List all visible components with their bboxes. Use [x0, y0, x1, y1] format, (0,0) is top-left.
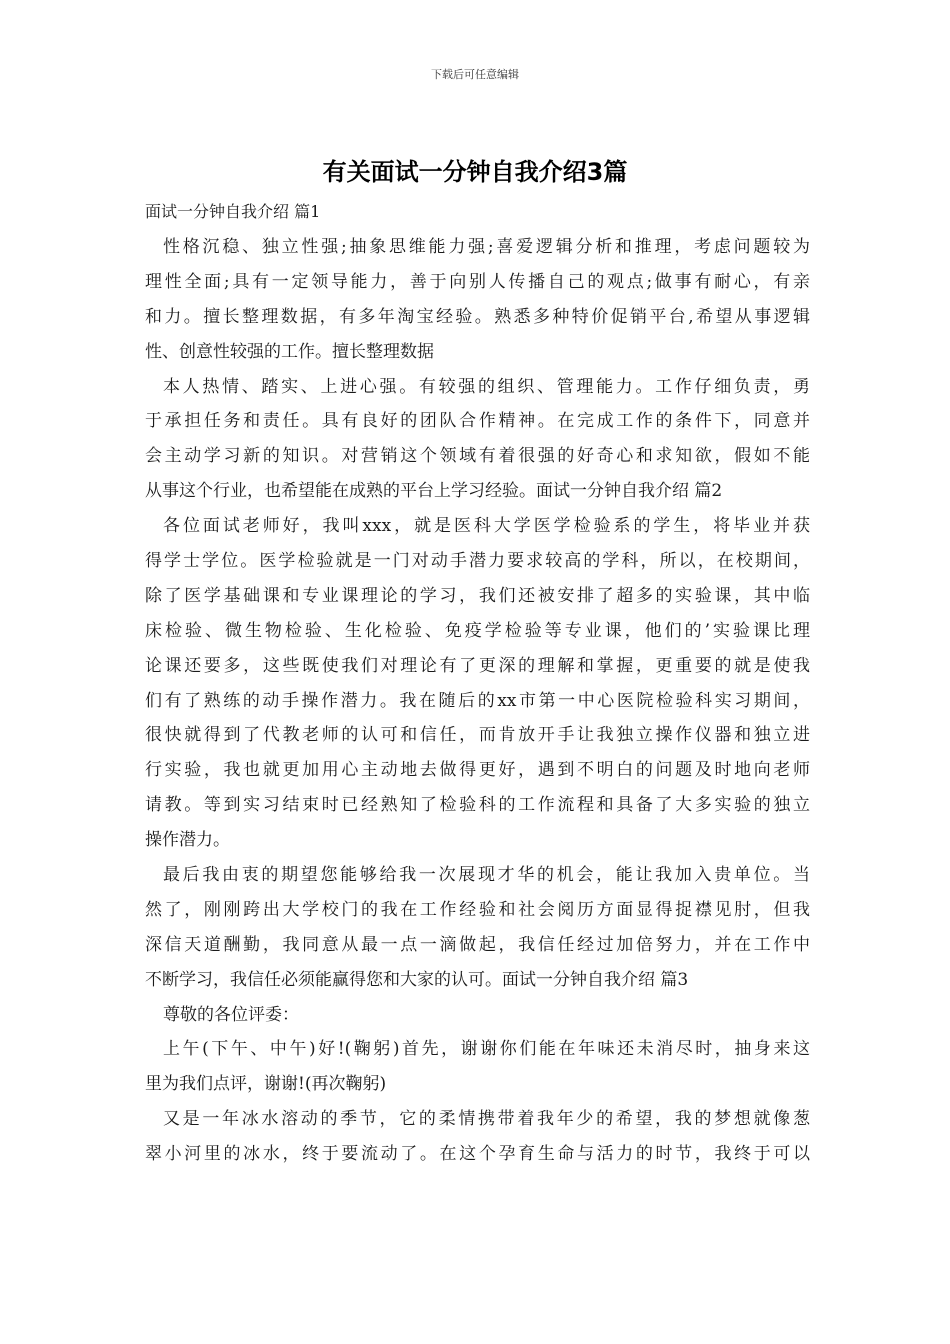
text-line: 各位面试老师好，我叫xxx，就是医科大学医学检验系的学生，将毕业并获	[163, 516, 810, 537]
text-line: 会主动学习新的知识。对营销这个领域有着很强的好奇心和求知欲，假如不能	[145, 446, 810, 467]
text-line: 从事这个行业，也希望能在成熟的平台上学习经验。面试一分钟自我介绍 篇2	[145, 481, 723, 502]
text-line: 性格沉稳、独立性强;抽象思维能力强;喜爱逻辑分析和推理，考虑问题较为	[163, 237, 810, 257]
text-line: 又是一年冰水溶动的季节，它的柔情携带着我年少的希望，我的梦想就像葱	[163, 1109, 810, 1130]
text-line: 本人热情、踏实、上进心强。有较强的组织、管理能力。工作仔细负责，勇	[163, 376, 810, 397]
text-line: 然了，刚刚跨出大学校门的我在工作经验和社会阅历方面显得捉襟见肘，但我	[145, 899, 810, 920]
text-line: 于承担任务和责任。具有良好的团队合作精神。在完成工作的条件下，同意并	[145, 411, 810, 432]
section-heading: 面试一分钟自我介绍 篇1	[145, 202, 321, 221]
document-body	[145, 230, 810, 1172]
text-line: 床检验、微生物检验、生化检验、免疫学检验等专业课，他们的’实验课比理	[145, 620, 810, 641]
text-line: 最后我由衷的期望您能够给我一次展现才华的机会，能让我加入贵单位。当	[163, 865, 810, 886]
text-line: 请教。等到实习结束时已经熟知了检验科的工作流程和具备了大多实验的独立	[145, 795, 810, 816]
text-line: 深信天道酬勤，我同意从最一点一滴做起，我信任经过加倍努力，并在工作中	[145, 934, 810, 955]
text-line: 上午(下午、中午)好!(鞠躬)首先，谢谢你们能在年味还未消尽时，抽身来这	[163, 1039, 811, 1060]
text-line: 理性全面;具有一定领导能力，善于向别人传播自己的观点;做事有耐心，有亲	[145, 271, 810, 292]
text-line: 论课还要多，这些既使我们对理论有了更深的理解和掌握，更重要的就是使我	[145, 655, 810, 676]
text-line: 里为我们点评，谢谢!(再次鞠躬)	[145, 1074, 387, 1095]
text-line: 得学士学位。医学检验就是一门对动手潜力要求较高的学科，所以，在校期间，	[145, 551, 810, 572]
header-note: 下载后可任意编辑	[431, 68, 519, 81]
text-line: 行实验，我也就更加用心主动地去做得更好，遇到不明白的问题及时地向老师	[145, 760, 810, 781]
text-line: 们有了熟练的动手操作潜力。我在随后的xx市第一中心医院检验科实习期间，	[145, 690, 810, 711]
text-line: 和力。擅长整理数据，有多年淘宝经验。熟悉多种特价促销平台,希望从事逻辑	[145, 306, 810, 327]
text-line: 很快就得到了代教老师的认可和信任，而肯放开手让我独立操作仪器和独立进	[145, 725, 810, 746]
text-line: 尊敬的各位评委：	[163, 1004, 299, 1025]
text-line: 性、创意性较强的工作。擅长整理数据	[145, 341, 434, 362]
document-title: 有关面试一分钟自我介绍3篇	[322, 158, 628, 186]
text-line: 不断学习，我信任必须能赢得您和大家的认可。面试一分钟自我介绍 篇3	[145, 969, 689, 990]
text-line: 除了医学基础课和专业课理论的学习，我们还被安排了超多的实验课，其中临	[145, 585, 810, 606]
text-line: 翠小河里的冰水，终于要流动了。在这个孕育生命与活力的时节，我终于可以	[145, 1144, 810, 1165]
text-line: 操作潜力。	[145, 830, 230, 851]
